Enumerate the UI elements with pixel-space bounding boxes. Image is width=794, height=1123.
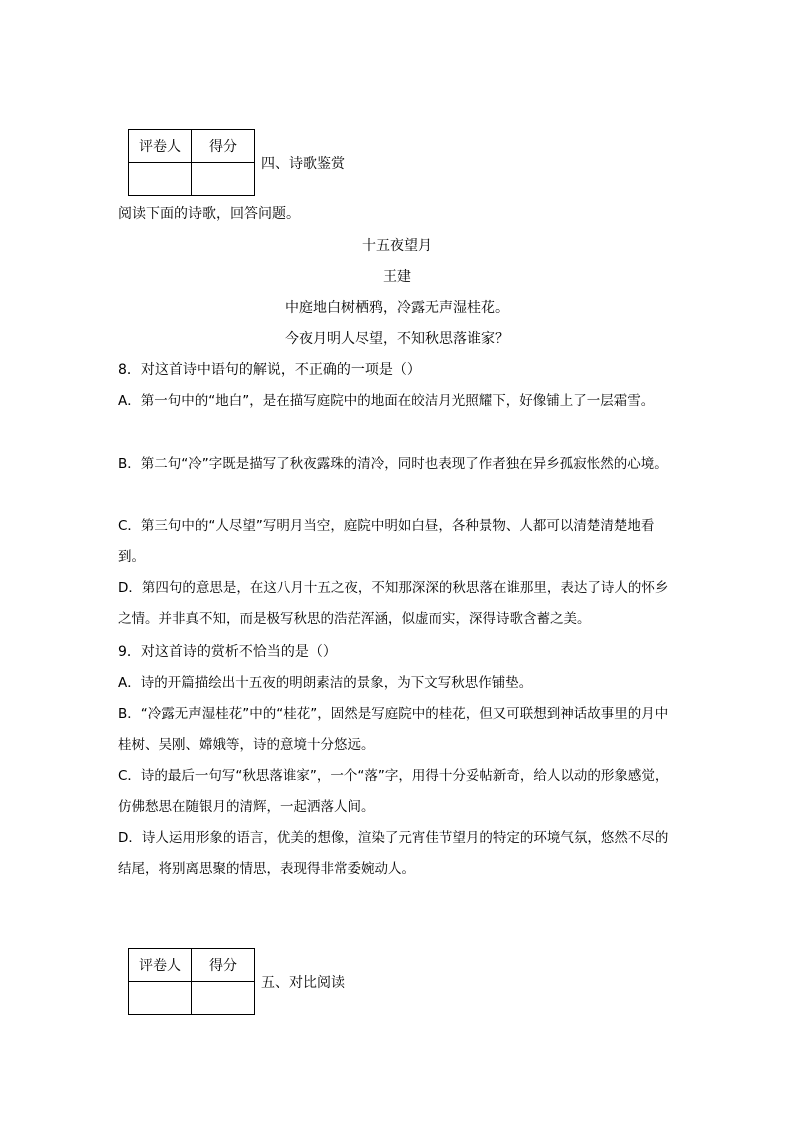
question-9-option-a: A．诗的开篇描绘出十五夜的明朗素洁的景象，为下文写秋思作铺垫。	[118, 675, 533, 691]
question-8-option-c: C．第三句中的“人尽望”写明月当空，庭院中明如白昼，各种景物、人都可以清楚清楚地看到。	[118, 518, 655, 565]
grader-label: 评卷人	[129, 130, 192, 163]
score-label: 得分	[192, 949, 255, 982]
score-cell[interactable]	[192, 982, 255, 1015]
question-9-option-d: D．诗人运用形象的语言，优美的想像，渲染了元宵佳节望月的特定的环境气氛，悠然不尽的结尾，将别离思聚的情思，表现得非常委婉动人。	[118, 830, 669, 877]
question-8-option-a: A．第一句中的“地白”，是在描写庭院中的地面在皎洁月光照耀下，好像铺上了一层霜雪。	[118, 393, 655, 409]
question-9-option-c: C．诗的最后一句写“秋思落谁家”，一个“落”字，用得十分妥帖新奇，给人以动的形象感觉，仿佛愁思在随银月的清辉，一起洒落人间。	[118, 768, 669, 815]
question-9-option-b: B．“冷露无声湿桂花”中的“桂花”，固然是写庭院中的桂花，但又可联想到神话故事里的月中桂树、吴刚、嫦娥等，诗的意境十分悠远。	[118, 706, 669, 753]
question-8-option-d: D．第四句的意思是，在这八月十五之夜，不知那深深的秋思落在谁那里，表达了诗人的怀乡之情。并非真不知，而是极写秋思的浩茫浑涵，似虚而实，深得诗歌含蓄之美。	[118, 580, 669, 627]
poem-title: 十五夜望月	[362, 238, 432, 254]
question-8-option-b: B．第二句“冷”字既是描写了秋夜露珠的清冷，同时也表现了作者独在异乡孤寂怅然的心境。	[118, 456, 668, 472]
question-8-stem: 8．对这首诗中语句的解说，不正确的一项是（）	[118, 362, 421, 378]
poem-line-2: 今夜月明人尽望，不知秋思落谁家？	[285, 331, 509, 347]
score-cell[interactable]	[192, 163, 255, 196]
section5-score-table	[128, 948, 255, 1015]
grader-cell[interactable]	[129, 163, 192, 196]
grader-label: 评卷人	[129, 949, 192, 982]
grader-cell[interactable]	[129, 982, 192, 1015]
section4-title: 四、诗歌鉴赏	[261, 155, 345, 172]
poem-author: 王建	[383, 269, 411, 285]
instruction: 阅读下面的诗歌，回答问题。	[118, 206, 300, 222]
question-9-stem: 9．对这首诗的赏析不恰当的是（）	[118, 644, 337, 660]
section5-header	[128, 948, 345, 1015]
section4-score-table	[128, 129, 255, 196]
score-label: 得分	[192, 130, 255, 163]
poem-line-1: 中庭地白树栖鸦，冷露无声湿桂花。	[285, 300, 509, 316]
section4-header	[128, 129, 345, 196]
section5-title: 五、对比阅读	[261, 974, 345, 991]
